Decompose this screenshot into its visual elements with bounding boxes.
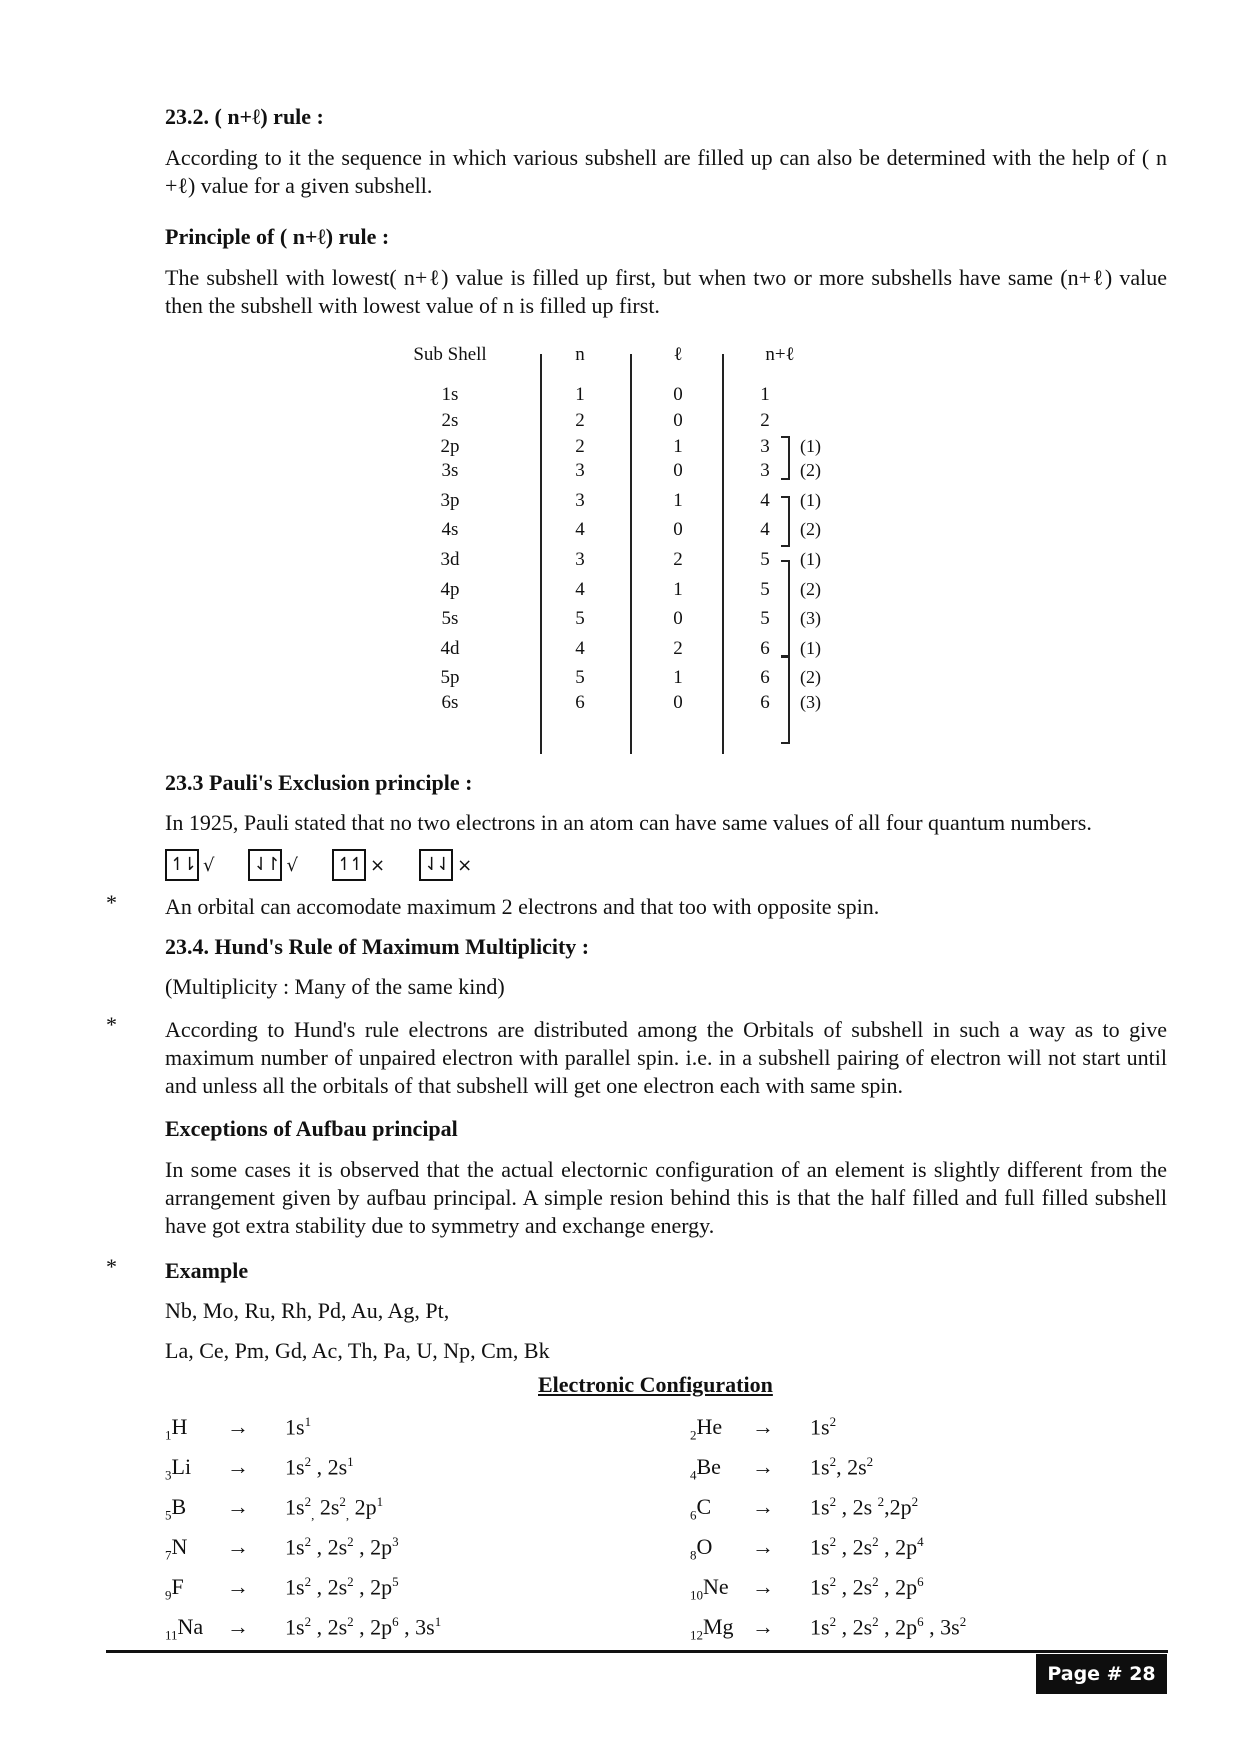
cell-subshell: 5p [440, 667, 460, 688]
element-symbol: $_{12}$Mg [690, 1614, 734, 1643]
example-line-2: La, Ce, Pm, Gd, Ac, Th, Pa, U, Np, Cm, Bk [165, 1338, 550, 1363]
arrow-icon: → [227, 1414, 249, 1439]
arrow-icon: → [752, 1454, 774, 1479]
atomic-number: 11 [165, 1627, 178, 1643]
cell-n: 2 [575, 436, 585, 457]
arrow-icon: → [227, 1534, 249, 1559]
cell-order-tag: (3) [800, 692, 821, 712]
atomic-number: 1 [165, 1427, 172, 1443]
config-row [690, 1494, 1110, 1534]
example-label: Example [165, 1258, 249, 1283]
check-icon: √ [286, 854, 298, 876]
config-row [690, 1454, 1110, 1494]
cell-n-plus-l: 5 [760, 549, 770, 570]
cell-subshell: 5s [441, 608, 459, 629]
cell-l: 1 [673, 436, 683, 457]
cell-subshell: 4p [440, 579, 460, 600]
config-title: Electronic Configuration [538, 1372, 773, 1397]
cell-l: 2 [673, 638, 683, 659]
atomic-number: 10 [690, 1587, 703, 1603]
example-line-1: Nb, Mo, Ru, Rh, Pd, Au, Ag, Pt, [165, 1298, 450, 1323]
arrow-icon: → [227, 1614, 249, 1639]
pauli-bullet: An orbital can accomodate maximum 2 electrons and that too with opposite spin. [165, 894, 880, 919]
cell-n-plus-l: 6 [760, 667, 770, 688]
cell-n-plus-l: 2 [760, 410, 770, 431]
cell-n-plus-l: 3 [760, 436, 770, 457]
atomic-number: 3 [165, 1467, 172, 1483]
element-symbol: $_5$B [165, 1494, 187, 1523]
cell-l: 1 [673, 579, 683, 600]
exceptions-title: Exceptions of Aufbau principal [165, 1116, 458, 1141]
cell-subshell: 2p [440, 436, 460, 457]
hund-bullet: According to Hund's rule electrons are distributed among the Orbitals of subshell in such a way as to give maximum number of unpaired electron with parallel spin. i.e. in a subshell pairing of electron will not start until and unless all the orbitals of that subshell will get one electron each with same spin. [165, 1017, 1167, 1098]
electron-configuration: $1s^2$ , $2s^2$ , $2p^6$ , $3s^2$ [810, 1614, 967, 1640]
section-23-2-paragraph: According to it the sequence in which various subshell are filled up can also be determined with the help of ( n +ℓ) value for a given subshell. [165, 145, 1167, 198]
element-symbol: $_2$He [690, 1414, 723, 1443]
arrow-icon: → [752, 1414, 774, 1439]
electron-configuration: $1s^2$ , $2s^2$ , $2p^5$ [285, 1574, 399, 1600]
element-symbol: $_9$F [165, 1574, 184, 1603]
table-divider [540, 354, 542, 754]
cell-order-tag: (1) [800, 436, 821, 456]
orbital-box: ⇃↾ [248, 849, 282, 881]
bullet-asterisk: * [106, 1012, 117, 1037]
element-symbol: $_{10}$Ne [690, 1574, 729, 1603]
element-symbol: $_6$C [690, 1494, 712, 1523]
cell-l: 1 [673, 490, 683, 511]
cell-order-tag: (1) [800, 638, 821, 658]
bullet-asterisk: * [106, 1254, 117, 1279]
electron-configuration: $1s^2$ , 2s $^2,2p^2$ [810, 1494, 919, 1520]
cell-n: 3 [575, 460, 585, 481]
cell-subshell: 3d [440, 549, 460, 570]
element-symbol: $_7$N [165, 1534, 188, 1563]
bullet-asterisk: * [106, 890, 117, 915]
cell-subshell: 6s [441, 692, 459, 713]
cell-n: 4 [575, 579, 585, 600]
cell-order-tag: (2) [800, 579, 821, 599]
arrow-icon: → [752, 1614, 774, 1639]
atomic-number: 6 [690, 1507, 697, 1523]
config-row [165, 1494, 585, 1534]
cell-n-plus-l: 6 [760, 638, 770, 659]
cell-n: 5 [575, 667, 585, 688]
orbital-box: ↿⇂ [165, 849, 199, 881]
config-row [165, 1614, 585, 1654]
header-n-plus-l: n+ℓ [765, 344, 795, 365]
atomic-number: 8 [690, 1547, 697, 1563]
cell-n-plus-l: 4 [760, 519, 770, 540]
orbital-box-group [248, 849, 297, 881]
electron-configuration: $1s^2$ , $2s^2$ , $2p^4$ [810, 1534, 924, 1560]
electron-configuration: $1s^2$ , $2s^2$ , $2p^3$ [285, 1534, 399, 1560]
cell-subshell: 4s [441, 519, 459, 540]
section-23-4-title: 23.4. Hund's Rule of Maximum Multiplicity : [165, 934, 590, 959]
electron-configuration: $1s^1$ [285, 1414, 312, 1440]
cell-n: 1 [575, 384, 585, 405]
principle-text: The subshell with lowest( n+ℓ) value is filled up first, but when two or more subshells have same (n+ℓ) value then the subshell with lowest value of n is filled up first. [165, 265, 1167, 318]
cell-n: 4 [575, 519, 585, 540]
orbital-box-group [332, 849, 385, 881]
multiplicity-note: (Multiplicity : Many of the same kind) [165, 974, 505, 999]
cell-order-tag: (2) [800, 460, 821, 480]
cell-order-tag: (3) [800, 608, 821, 628]
electron-configuration: $1s^2$ [810, 1414, 837, 1440]
cell-l: 0 [673, 692, 683, 713]
atomic-number: 5 [165, 1507, 172, 1523]
element-symbol: $_8$O [690, 1534, 713, 1563]
pauli-text: In 1925, Pauli stated that no two electrons in an atom can have same values of all four quantum numbers. [165, 810, 1092, 835]
cell-l: 1 [673, 667, 683, 688]
footer-divider [106, 1650, 1168, 1653]
section-23-3-title: 23.3 Pauli's Exclusion principle : [165, 770, 473, 795]
header-l: ℓ [673, 344, 683, 365]
cell-n-plus-l: 1 [760, 384, 770, 405]
arrow-icon: → [227, 1574, 249, 1599]
orbital-box: ⇃⇃ [419, 849, 453, 881]
electron-configuration: $1s^2$, $2s^2$ [810, 1454, 874, 1480]
arrow-icon: → [752, 1574, 774, 1599]
cell-subshell: 2s [441, 410, 459, 431]
cell-l: 0 [673, 608, 683, 629]
orbital-boxes [165, 848, 472, 882]
element-symbol: $_1$H [165, 1414, 188, 1443]
electron-configuration: $1s^2$ , $2s^1$ [285, 1454, 354, 1480]
config-row [165, 1414, 585, 1454]
config-row [165, 1454, 585, 1494]
cell-n-plus-l: 3 [760, 460, 770, 481]
header-subshell: Sub Shell [413, 344, 487, 365]
config-row [690, 1534, 1110, 1574]
element-symbol: $_{11}$Na [165, 1614, 204, 1643]
principle-title: Principle of ( n+ℓ) rule : [165, 224, 390, 249]
orbital-box-group [165, 849, 214, 881]
cell-subshell: 1s [441, 384, 459, 405]
config-row [690, 1614, 1110, 1654]
check-icon: √ [203, 854, 215, 876]
config-row [165, 1534, 585, 1574]
orbital-box-group [419, 849, 472, 881]
orbital-box: ↿↿ [332, 849, 366, 881]
cell-n: 3 [575, 490, 585, 511]
n-plus-l-table [410, 344, 830, 754]
cell-n: 3 [575, 549, 585, 570]
atomic-number: 9 [165, 1587, 172, 1603]
table-divider [630, 354, 632, 754]
table-divider [722, 354, 724, 754]
cell-subshell: 3p [440, 490, 460, 511]
atomic-number: 4 [690, 1467, 697, 1483]
page-number: Page # 28 [1036, 1654, 1167, 1694]
cell-n: 2 [575, 410, 585, 431]
cell-l: 0 [673, 384, 683, 405]
cell-l: 0 [673, 519, 683, 540]
atomic-number: 12 [690, 1627, 703, 1643]
cell-n-plus-l: 6 [760, 692, 770, 713]
arrow-icon: → [227, 1454, 249, 1479]
cell-l: 2 [673, 549, 683, 570]
cell-n-plus-l: 4 [760, 490, 770, 511]
cell-n: 4 [575, 638, 585, 659]
cross-icon: × [457, 854, 473, 876]
cell-l: 0 [673, 460, 683, 481]
cross-icon: × [369, 854, 386, 876]
cell-order-tag: (1) [800, 549, 821, 569]
cell-subshell: 3s [441, 460, 459, 481]
atomic-number: 2 [690, 1427, 697, 1443]
config-row [690, 1414, 1110, 1454]
cell-order-tag: (2) [800, 519, 821, 539]
arrow-icon: → [752, 1534, 774, 1559]
electron-configuration: $1s^2$ , $2s^2$ , $2p^6$ [810, 1574, 924, 1600]
config-row [165, 1574, 585, 1614]
section-23-2-title: 23.2. ( n+ℓ) rule : [165, 104, 324, 129]
arrow-icon: → [227, 1494, 249, 1519]
cell-n-plus-l: 5 [760, 608, 770, 629]
cell-n: 6 [575, 692, 585, 713]
element-symbol: $_3$Li [165, 1454, 192, 1483]
cell-order-tag: (1) [800, 490, 821, 510]
cell-order-tag: (2) [800, 667, 821, 687]
atomic-number: 7 [165, 1547, 172, 1563]
element-symbol: $_4$Be [690, 1454, 721, 1483]
config-row [690, 1574, 1110, 1614]
exceptions-text: In some cases it is observed that the actual electornic configuration of an element is slightly different from the arrangement given by aufbau principal. A simple resion behind this is that the half filled and full filled subshell have got extra stability due to symmetry and exchange energy. [165, 1157, 1167, 1238]
cell-n: 5 [575, 608, 585, 629]
electron-configuration: $1s^2$ , $2s^2$ , $2p^6$ , $3s^1$ [285, 1614, 442, 1640]
arrow-icon: → [752, 1494, 774, 1519]
cell-n-plus-l: 5 [760, 579, 770, 600]
cell-subshell: 4d [440, 638, 460, 659]
electron-configuration: $1s^2_,$ $2s^2_,$ $2p^1$ [285, 1494, 384, 1523]
cell-l: 0 [673, 410, 683, 431]
header-n: n [575, 344, 585, 365]
